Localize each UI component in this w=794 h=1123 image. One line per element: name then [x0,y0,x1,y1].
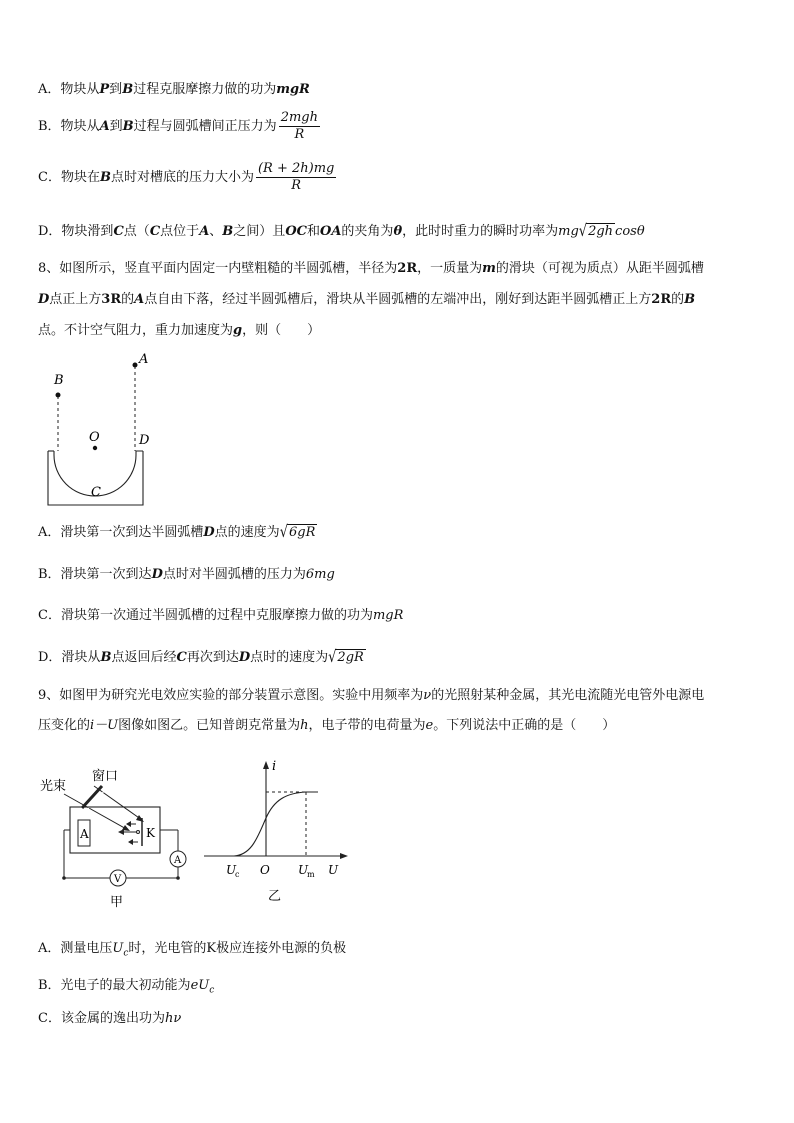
q9-option-c: C．该金属的逸出功为hν [38,1011,182,1026]
q8-option-b: B．滑块第一次到达D点时对半圆弧槽的压力为6mg [38,567,335,582]
q8-stem-line3: 点。不计空气阻力，重力加速度为g，则（ ） [38,323,321,338]
label-window: 窗口 [92,769,119,784]
q9-figure-yi [200,756,350,908]
label-a: A [139,352,149,367]
label-c: C [91,485,101,500]
label-uc-sub: c [235,870,240,879]
q8-option-c: C．滑块第一次通过半圆弧槽的过程中克服摩擦力做的功为mgR [38,608,404,623]
q8-stem-line1: 8、如图所示，竖直平面内固定一内壁粗糙的半圆弧槽，半径为2R，一质量为m的滑块（可视为质点）从距半圆弧槽 [38,261,704,276]
label-um: U [298,863,309,877]
point-a [133,363,138,368]
label-um-sub: m [307,870,315,879]
q7-c-fraction: $\frac{(R + 2h)mg}{R}$ [257,161,335,193]
q8-option-a: A．滑块第一次到达半圆弧槽D点的速度为√6gR [38,523,316,542]
label-u: U [328,863,339,877]
q9-option-b: B．光电子的最大初动能为$eU_c$ [38,978,215,996]
q9-stem-line2: 压变化的i－U图像如图乙。已知普朗克常量为h，电子带的电荷量为e。下列说法中正确的是（ ） [38,718,616,733]
q7-b-fraction: $\frac{\text{2mgh}}{R}$ [280,110,318,142]
q9-option-a: A．测量电压$U_c$时，光电管的K极应连接外电源的负极 [38,941,347,959]
label-origin: O [260,863,270,877]
q7-option-c: C．物块在B点时对槽底的压力大小为 $\frac{(R + 2h)mg}{R}$ [38,161,335,193]
q9-stem-line1: 9、如图甲为研究光电效应实验的部分装置示意图。实验中用频率为ν的光照射某种金属，其光电流随光电管外电源电 [38,688,705,703]
q8-stem-line2: D点正上方3R的A点自由下落，经过半圆弧槽后，滑块从半圆弧槽的左端冲出，刚好到达距半圆弧槽正上方2R的B [38,292,696,307]
q9-figure-jia [38,764,198,914]
q7-option-a: A．物块从P到B过程克服摩擦力做的功为mgR [38,82,310,97]
label-b: B [54,373,64,388]
point-o [93,446,97,450]
label-light-beam: 光束 [40,779,67,794]
caption-jia: 甲 [110,895,124,910]
label-d: D [139,433,150,448]
q7-option-d: D．物块滑到C点（C点位于A、B之间）且OC和OA的夹角为θ，此时时重力的瞬时功率为mg√2gh cosθ [38,222,645,241]
label-ammeter: A [174,855,182,866]
label-voltmeter: V [114,874,122,885]
q7-option-b: B．物块从A到B过程与圆弧槽间正压力为 $\frac{\text{2mgh}}{R}$ [38,110,318,142]
point-b [56,393,61,398]
label-o: O [89,430,100,445]
label-uc: U [226,863,237,877]
label-i: i [272,759,277,774]
q8-figure [38,348,168,513]
current-curve [234,792,318,856]
q8-option-d: D．滑块从B点返回后经C再次到达D点时的速度为√2gR [38,648,364,667]
label-anode: A [80,827,89,841]
caption-yi: 乙 [268,889,282,904]
label-cathode: K [146,826,155,840]
